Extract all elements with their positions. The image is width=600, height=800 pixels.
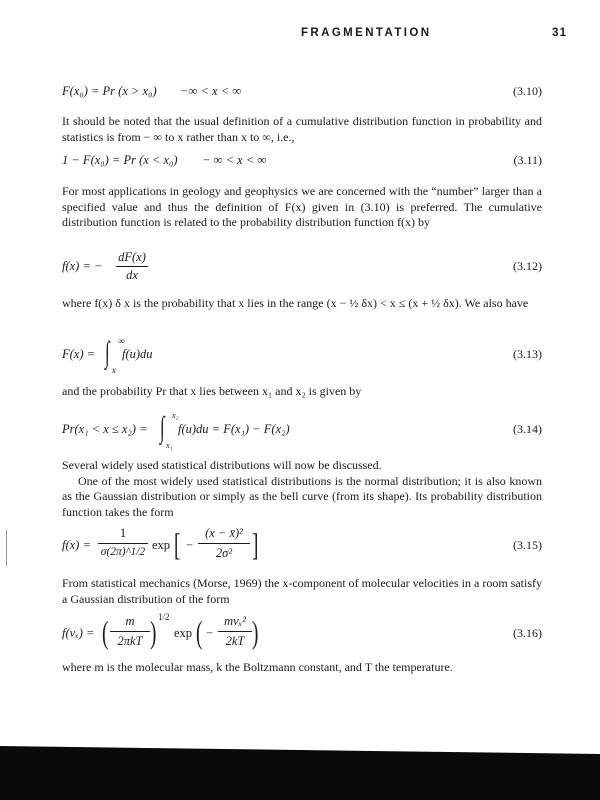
equation-3-11 [62,153,542,171]
eq-3-14-number: (3.14) [513,422,542,436]
eq-3-10-number: (3.10) [513,84,542,98]
paragraph-text: where m is the molecular mass, k the Boltzmann constant, and T the temperature. [62,660,453,674]
fraction-bar [98,543,148,544]
eq-3-11-lhs: 1 − F(x₀) = Pr (x < x₀) [62,153,178,167]
paragraph-text: From statistical mechanics (Morse, 1969) the x-component of molecular velocities in a room satisfy a Gaussian distribution of the form [62,576,542,606]
integral-sign: ∫ [105,336,110,369]
eq-3-15-lhs: f(x) = [62,538,91,552]
fraction-bar [218,631,252,632]
paragraph-text: It should be noted that the usual definition of a cumulative distribution function in probability and statistics is from − ∞ to x rather than x to ∞, i.e., [62,114,542,144]
paragraph-text: where f(x) δ x is the probability that x lies in the range (x − ½ δx) < x ≤ (x + ½ δx). We also have [62,296,529,310]
eq-3-15-number: (3.15) [513,538,542,552]
paragraph-distributions [62,458,542,520]
eq-3-12-number: (3.12) [513,259,542,273]
equation-3-15 [62,526,542,566]
eq-3-14-integrand: f(u)du = F(x₁) − F(x₂) [178,422,290,436]
running-head [0,27,600,43]
equation-3-10 [62,84,542,102]
paragraph-text: One of the most widely used statistical distributions is the normal distribution; it is also known as the Gaussian distribution or simply as the bell curve (from its shape). Its probability distribution function takes the form [62,473,542,519]
paragraph-applications [62,184,542,231]
eq-3-16-minus: − [206,626,214,640]
eq-3-15-coef-numerator: 1 [119,526,127,540]
eq-3-16-exponent-denominator: 2kT [225,634,245,648]
equation-3-16 [62,612,542,654]
scan-bottom-band [0,754,600,800]
paragraph-text: and the probability Pr that x lies between x₁ and x₂ is given by [62,384,362,398]
right-bracket: ] [252,526,259,562]
left-paren: ( [102,614,109,650]
eq-3-11-range: − ∞ < x < ∞ [202,153,267,167]
eq-3-16-lhs: f(vₓ) = [62,626,95,640]
paragraph-cdf-note [62,114,542,145]
eq-3-16-number: (3.16) [513,626,542,640]
chapter-title: FRAGMENTATION [301,27,432,39]
eq-3-14-upper-limit: x₂ [172,410,179,420]
paragraph-text: Several widely used statistical distributions will now be discussed. [62,458,382,472]
right-paren: ) [252,614,259,650]
eq-3-15-coef-denominator: σ(2π)^1/2 [100,546,146,558]
eq-3-15-exponent-denominator: 2σ² [215,546,233,560]
equation-3-13 [62,336,542,374]
equation-3-12 [62,250,542,286]
eq-3-12-lhs: f(x) = − [62,259,103,273]
eq-3-15-exp: exp [152,538,171,552]
eq-3-10-range: −∞ < x < ∞ [180,84,242,98]
page-number: 31 [552,27,568,39]
integral-sign: ∫ [160,411,165,444]
paragraph-probability-between [62,384,542,400]
eq-3-16-mass-numerator: m [125,614,135,628]
left-paren: ( [196,614,203,650]
fraction-bar [116,266,148,267]
eq-3-10-lhs: F(x₀) = Pr (x > x₀) [62,84,157,98]
right-paren: ) [150,614,157,650]
eq-3-11-number: (3.11) [513,153,542,167]
eq-3-16-mass-denominator: 2πkT [117,634,143,648]
paragraph-statistical-mechanics [62,576,542,607]
eq-3-15-exponent-numerator: (x − x̄)² [205,526,243,540]
eq-3-13-lhs: F(x) = [62,347,96,361]
eq-3-13-number: (3.13) [513,347,542,361]
eq-3-14-lhs: Pr(x₁ < x ≤ x₂) = [62,422,148,436]
paragraph-text: For most applications in geology and geophysics we are concerned with the “number” larger than a specified value and thus the definition of F(x) given in (3.10) is preferred. The cumulative distribution function is related to the probability distribution function f(x) by [62,184,542,229]
eq-3-12-numerator: dF(x) [118,250,146,264]
paragraph-definitions [62,660,542,676]
eq-3-13-upper-limit: ∞ [118,336,125,346]
eq-3-12-denominator: dx [126,268,138,282]
paragraph-probability-range [62,296,542,312]
eq-3-16-power: 1/2 [158,612,170,622]
margin-mark [6,530,7,566]
equation-3-14 [62,408,542,448]
eq-3-13-integrand: f(u)du [122,347,153,361]
fraction-bar [110,631,150,632]
eq-3-15-minus: − [186,538,194,552]
eq-3-14-lower-limit: x₁ [166,440,173,450]
eq-3-16-exponent-numerator: mvₓ² [224,614,246,628]
eq-3-16-exp: exp [174,626,193,640]
eq-3-13-lower-limit: x [112,365,116,375]
fraction-bar [198,543,250,544]
left-bracket: [ [174,526,181,562]
